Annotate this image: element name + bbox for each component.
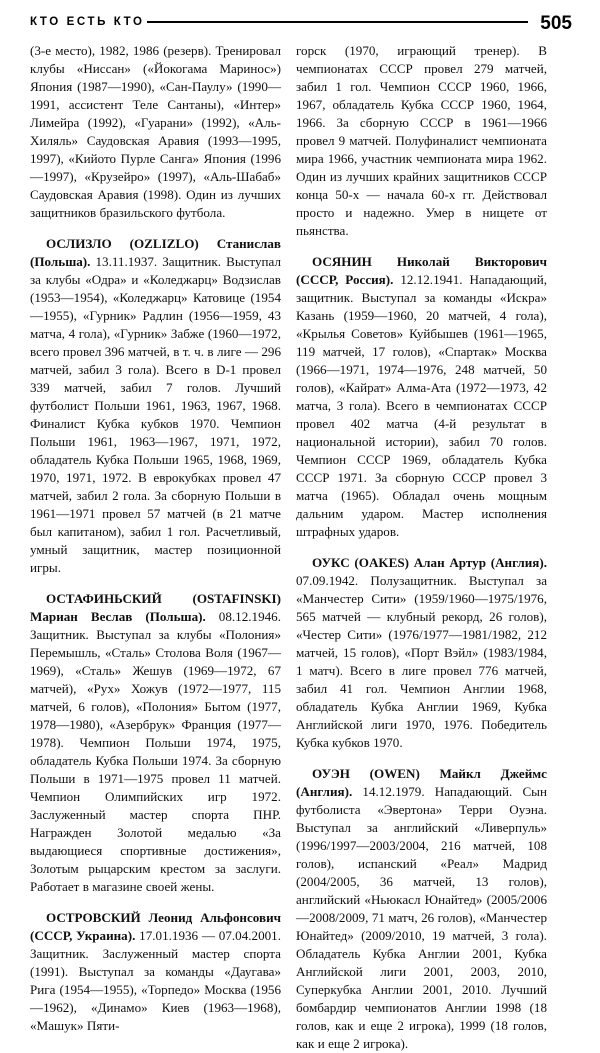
running-head-rule [147,21,529,23]
entry-headword-ostrovsky: ОСТРОВСКИЙ Леонид Альфонсович (СССР, Украина). [30,910,281,943]
entry-owen [296,765,547,1053]
entry-ostrovsky [30,909,281,1035]
entry-headword-ostafinski: ОСТАФИНЬСКИЙ (OSTAFINSKI) Мариан Веслав (Польша). [30,591,281,624]
entry-body-oslizlo: 13.11.1937. Защитник. Выступал за клубы «Одра» и «Коледжарц» Водзислав (1953—1954), «Коледжарц» Катовице (1954—1955), «Гурник» Радлин (1956—1959, 43 матча, 4 гола), «Гурник» Забже (1960—1972, всего провел 396 матчей, в т. ч. в лиге — 296 матчей, забил 3 гола). Всего в D-1 провел 339 матчей, забил 7 голов. Лучший футболист Польши 1961, 1963, 1967, 1968. Финалист Кубка кубков 1970. Чемпион Польши 1961, 1963—1967, 1971, 1972, обладатель Кубка Польши 1965, 1968, 1969, 1970, 1971, 1972. В еврокубках провел 47 матчей, забил 2 гола. За сборную Польши в 1961—1971 провел 57 матчей (в 21 матче был капитаном), забил 1 гол. Расчетливый, умный защитник, мастер позиционной игры. [30,254,281,575]
entry-oslizlo [30,235,281,577]
running-head-title: КТО ЕСТЬ КТО [30,16,145,28]
entry-osyanin [296,253,547,541]
entry-body-oakes: 07.09.1942. Полузащитник. Выступал за «Манчестер Сити» (1959/1960—1975/1976, 565 матчей — клубный рекорд, 26 голов), «Честер Сити» (1976/1977—1981/1982, 212 матчей, 15 голов), «Порт Вэйл» (1983/1984, 1 матч). Всего в лиге провел 776 матчей, забил 41 гол. Чемпион Англии 1968, обладатель Кубка Англии 1969, Кубка Английской лиги 1970, 1976. Победитель Кубка кубков 1970. [296,573,547,750]
right-column [296,42,548,1051]
entry-headword-owen: ОУЭН (OWEN) Майкл Джеймс (Англия). [296,766,547,799]
entry-body-ostrovsky: 17.01.1936 — 07.04.2001. Защитник. Заслуженный мастер спорта (1991). Выступал за команды «Даугава» Рига (1954—1955), «Торпедо» Москва (1956—1962), «Динамо» Киев (1963—1968), «Машук» Пяти- [30,928,281,1033]
entry-continued-brazilian-defender: (3-е место), 1982, 1986 (резерв). Тренировал клубы «Ниссан» («Йокогама Маринос») Япония (1987—1990), «Сан-Паулу» (1990—1991, ассистент Теле Сантаны), «Интер» Лимейра (1992), «Гуарани» (1992), «Аль-Хиляль» Саудовская Аравия (1993—1995, 1997), «Кийото Пурле Санга» Япония (1996—1997), «Крузейро» (1997), «Аль-Шабаб» Саудовская Аравия (1998). Один из лучших защитников бразильского футбола. [30,43,281,220]
paragraph-spacer [30,577,281,590]
paragraph-spacer [30,222,281,235]
left-column [30,42,281,1033]
entry-oakes [296,554,547,752]
entry-continued-ostrovsky: горск (1970, играющий тренер). В чемпионатах СССР провел 279 матчей, забил 1 гол. Чемпион СССР 1960, 1966, 1967, обладатель Кубка СССР 1960, 1964, 1966. За сборную СССР в 1961—1966 провел 9 матчей. Полуфиналист чемпионата мира 1966, участник чемпионата мира 1962. Один из лучших крайних защитников СССР конца 50-х — начала 60-х гг. Действовал просто и надежно. Умер в нищете от пьянства. [296,43,547,238]
entry-headword-oslizlo: ОСЛИЗЛО (OZLIZLO) Станислав (Польша). [30,236,281,269]
entry-headword-osyanin: ОСЯНИН Николай Викторович (СССР, Россия). [296,254,547,287]
entry-headword-oakes: ОУКС (OAKES) Алан Артур (Англия). [312,555,547,570]
paragraph-spacer [296,240,547,253]
entry-body-osyanin: 12.12.1941. Нападающий, защитник. Выступал за команды «Искра» Казань (1959—1960, 20 матчей, 4 гола), «Крылья Советов» Куйбышев (1961—1965, 119 матчей, 17 голов), «Спартак» Москва (1966—1971, 1974—1976, 248 матчей, 50 голов), «Кайрат» Алма-Ата (1972—1973, 42 матча, 3 гола). Всего в чемпионатах СССР провел 402 матча (4-й результат в национальной истории), забил 70 голов. Чемпион СССР 1969, обладатель Кубка СССР 1971. За сборную СССР провел 3 матча (1965). Обладал очень мощным дальним ударом. Мастер исполнения штрафных ударов. [296,272,548,539]
paragraph-spacer [296,752,547,765]
paragraph-spacer [30,896,281,909]
page-number: 505 [540,12,572,34]
entry-body-owen: 14.12.1979. Нападающий. Сын футболиста «Эвертона» Терри Оуэна. Выступал за английский «Ливерпуль» (1996/1997—2003/2004, 216 матчей, 108 голов), испанский «Реал» Мадрид (2004/2005, 36 матчей, 13 голов), английский «Ньюкасл Юнайтед» (2005/2006—2008/2009, 71 матч, 26 голов), «Манчестер Юнайтед» (2009/2010, 19 матчей, 3 гола). Обладатель Кубка Англии 2001, Кубка Английской лиги 2001, 2003, 2010, Суперкубка Англии 2001, 2010. Лучший бомбардир чемпионатов Англии 1998 (18 голов, как и еще 2 игрока), 1999 (18 голов, как и еще 2 игрока). [296,784,547,1051]
entry-ostafinski [30,590,281,896]
body-columns [30,42,572,1051]
entry-body-ostafinski: 08.12.1946. Защитник. Выступал за клубы «Полония» Перемышль, «Сталь» Столова Воля (1967—1969), «Сталь» Жешув (1969—1972, 67 матчей), «Рух» Хожув (1972—1977, 115 матчей, 6 голов), «Полония» Бытом (1977, 1978—1980), «Азербрук» Франция (1977—1978). Чемпион Польши 1974, 1975, обладатель Кубка Польши 1974. За сборную Польши в 1971—1975 провел 11 матчей. Чемпион Олимпийских игр 1972. Заслуженный мастер спорта ПНР. Награжден Золотой медалью «За выдающиеся спортивные достижения», Золотым рыцарским крестом за заслуги. Работает в магазине своей жены. [30,609,281,894]
running-head [30,12,572,34]
paragraph-spacer [296,541,547,554]
